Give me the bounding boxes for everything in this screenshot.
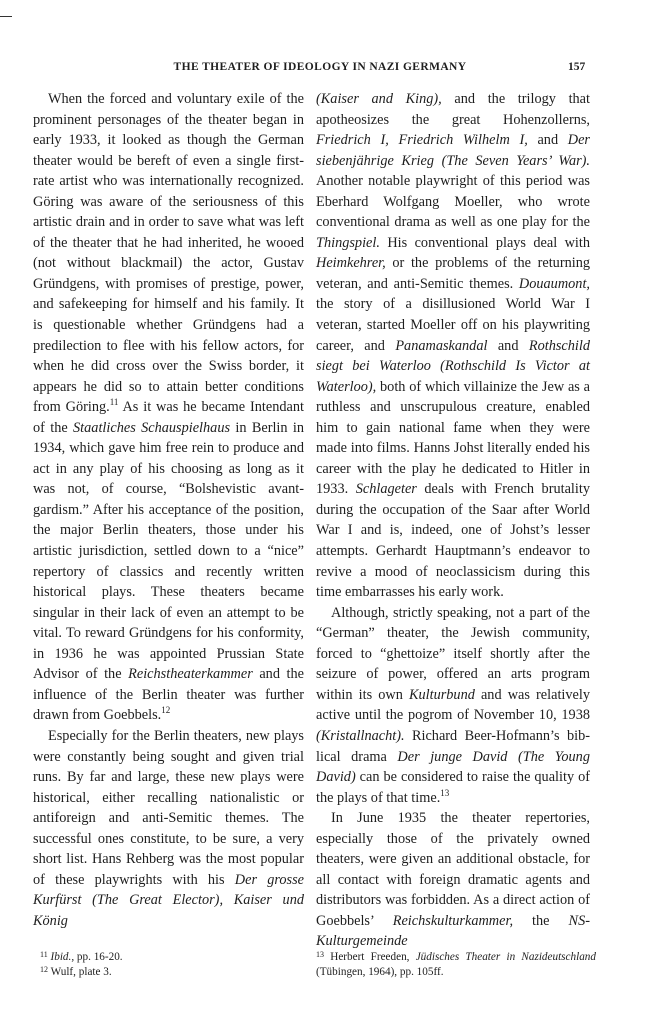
paragraph-text: and the trilogy that apotheosizes the great Hohenzollerns, <box>316 91 591 128</box>
italic-title: Der grosse Kurfürst (The Great Elector), Kaiser und König <box>33 871 304 929</box>
paragraph <box>316 808 590 952</box>
italic-title: (Kaiser and King), <box>316 91 442 107</box>
footnote-italic: Ibid., <box>50 951 75 963</box>
italic-title: Friedrich I, Friedrich Wilhelm I, <box>316 132 528 149</box>
italic-title: Schlageter <box>355 481 417 498</box>
italic-title: Reichskulturkammer, <box>392 912 514 929</box>
paragraph-text: and the influence of the Berlin theater was further drawn from Goebbels. <box>33 666 304 724</box>
paragraph-text: In June 1935 the theater repertories, especially those of the privately owned theaters, were given an additional obstacle, for all contact with foreign dramatic agents and distributors was forbidden. As a direct action of Goebbels’ <box>316 810 590 929</box>
footnote-ref-11: 11 <box>109 397 119 408</box>
italic-title: Reichstheaterkammer <box>128 666 253 683</box>
footnote-text: pp. 16-20. <box>74 951 123 963</box>
paragraph-text: the <box>513 912 569 929</box>
footnotes-right <box>316 950 596 979</box>
paragraph-text: His conventional plays deal with <box>379 234 590 251</box>
italic-title: Thingspiel. <box>316 234 380 251</box>
footnote-ref-12: 12 <box>161 705 171 716</box>
italic-title: Douaumont, <box>518 275 590 292</box>
paragraph <box>33 89 304 726</box>
right-column <box>316 89 591 950</box>
footnote-number: 11 <box>40 950 48 959</box>
footnote-italic: Jüdisches Theater in Nazideutschland <box>415 951 596 963</box>
running-title: THE THEATER OF IDEOLOGY IN NAZI GERMANY <box>173 61 467 73</box>
footnote-ref-13: 13 <box>440 787 450 798</box>
margin-mark <box>0 16 12 17</box>
paragraph-text: Another notable playwright of this period was Eberhard Wolfgang Moeller, who wrote conventional drama as well as one play for the <box>316 173 590 231</box>
paragraph-text: in Berlin in 1934, which gave him free rein to produce and act in any play of his choosing as long as it was not, of course, “Bolshevistic avant-gardism.” After his acceptance of the position, the major Berlin theaters, those under his artistic jurisdiction, settled down to a “nice” repertory of classics and recently written historical plays. These theaters became singular in their lack of even an attempt to be vital. To reward Gründgens for his conformity, in 1936 he was appointed Prussian State Advisor of the <box>33 419 304 683</box>
paragraph-text: and <box>487 337 529 354</box>
footnotes-left <box>40 950 300 979</box>
italic-title: Rothschild siegt bei Waterloo (Rothschild Is Victor at Waterloo), <box>316 337 591 395</box>
paragraph-text: or the problems of the returning veteran, and anti-Semitic themes. <box>316 255 590 292</box>
footnote-text: Wulf, plate 3. <box>50 965 112 978</box>
paragraph <box>33 726 304 931</box>
paragraph <box>316 89 590 603</box>
paragraph <box>316 603 590 808</box>
paragraph-text: Richard Beer-Hofmann’s biblical drama <box>316 727 590 765</box>
italic-title: Staatliches Schauspielhaus <box>73 419 231 436</box>
footnote-text: Herbert Freeden, <box>330 951 416 963</box>
italic-title: (Kristallnacht). <box>316 727 405 744</box>
paragraph-text: As it was he became Intendant of the <box>33 399 304 436</box>
paragraph-text: Especially for the Berlin theaters, new plays were constantly being sought and given trial runs. By far and large, these new plays were historical, either recalling nationalistic or antiforeign and anti-Semitic themes. The successful ones constitute, to be sure, a very short list. Hans Rehberg was the most popular of these playwrights with his <box>33 727 304 888</box>
italic-title: Panamaskandal <box>395 337 488 354</box>
italic-title: Der junge David (The Young David) <box>316 748 590 786</box>
paragraph-text: can be considered to raise the quality of the plays of that time. <box>316 769 590 806</box>
left-column <box>33 89 304 934</box>
paragraph-text: the story of a disillusioned World War I veteran, started Moeller off on his playwriting career, and <box>316 296 590 354</box>
footnote-text: (Tübingen, 1964), pp. 105ff. <box>316 965 444 978</box>
paragraph-text: Although, strictly speaking, not a part of the “German” theater, the Jewish community, forced to “ghettoize” itself shortly after the seizure of power, offered an arts program within its own <box>316 604 590 703</box>
italic-title: Kulturbund <box>408 686 475 703</box>
page-number: 157 <box>568 61 586 73</box>
footnote-number: 13 <box>316 950 324 959</box>
italic-title: NS-Kulturgemeinde <box>316 912 590 950</box>
paragraph-text: deals with French brutality during the occupation of the Saar after World War I and is, indeed, one of Johst’s lesser attempts. Gerhardt Hauptmann’s endeavor to revive a mood of neoclassicism during this time embarrasses his early work. <box>316 481 590 601</box>
paragraph-text: When the forced and voluntary exile of the prominent personages of the theater began in early 1933, it looked as though the German theater would be bereft of even a single first-rate artist who was internationally recognized. Göring was aware of the seriousness of this artistic drain and in order to save what was left of the theater that he had inherited, he wooed (not without blackmail) the actor, Gustav Gründgens, with promises of prestige, power, and safekeeping for himself and his family. It is questionable whether Gründgens had a predilection to flee with his fellow actors, for when he did cross over the Swiss border, it appears he did so to attain better conditions from Göring. <box>33 91 304 416</box>
footnote-number: 12 <box>40 964 48 974</box>
paragraph-text: and was relatively active until the pogrom of November 10, 1938 <box>316 686 590 724</box>
footnote-13 <box>316 950 596 979</box>
paragraph-text: and <box>527 132 568 149</box>
footnote-12 <box>40 965 300 980</box>
paragraph-text: both of which villainize the Jew as a ruthless and unscrupulous creature, enabled him to gain national fame when they were made into films. Hanns Johst literally ended his career with the play he dedicated to Hitler in 1933. <box>316 378 590 498</box>
footnote-11 <box>40 950 300 965</box>
running-header <box>0 61 648 79</box>
italic-title: Heimkehrer, <box>316 255 386 272</box>
italic-title: Der siebenjährige Krieg (The Seven Years’ War). <box>316 132 590 169</box>
